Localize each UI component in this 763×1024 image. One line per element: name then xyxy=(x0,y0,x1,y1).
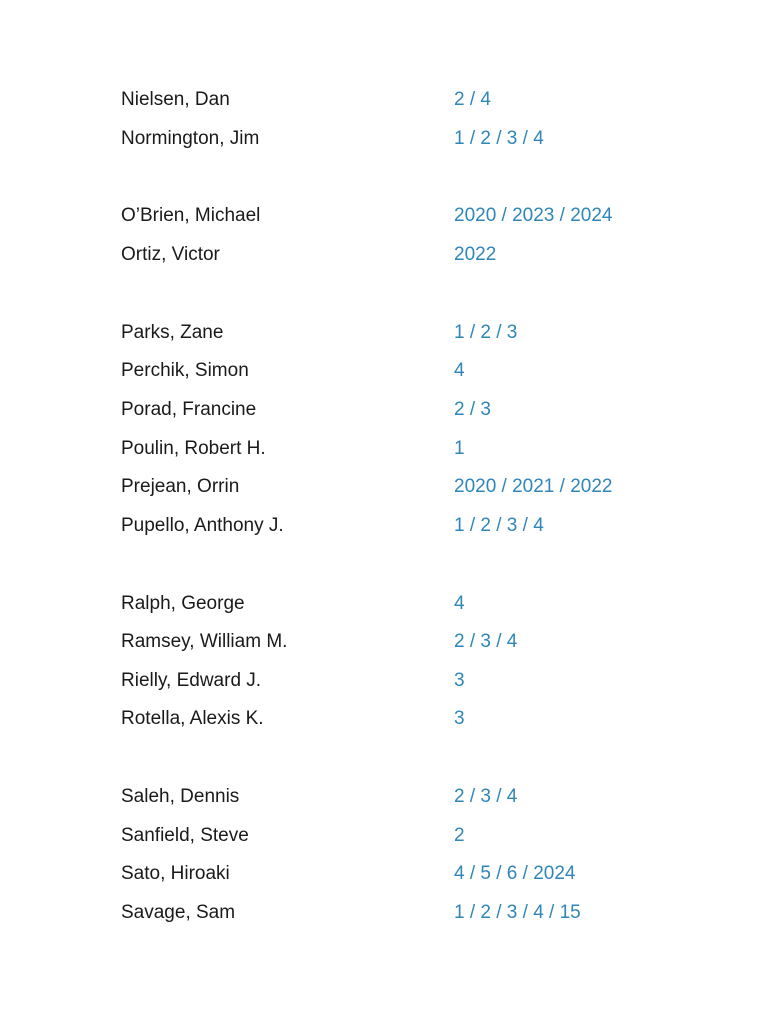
list-item xyxy=(0,241,763,269)
entry-name: Parks, Zane xyxy=(121,322,224,343)
entry-name: Ramsey, William M. xyxy=(121,631,288,652)
list-item xyxy=(0,435,763,463)
entry-value: 4 xyxy=(454,360,465,381)
list-item xyxy=(0,86,763,114)
entry-value: 4 xyxy=(454,593,465,614)
entry-name: Perchik, Simon xyxy=(121,360,249,381)
entry-value: 1 / 2 / 3 / 4 / 15 xyxy=(454,902,581,923)
entry-value: 2 / 3 / 4 xyxy=(454,786,518,807)
entry-name: Nielsen, Dan xyxy=(121,89,230,110)
list-item xyxy=(0,125,763,153)
entry-value: 2 xyxy=(454,825,465,846)
list-item xyxy=(0,667,763,695)
list-item xyxy=(0,899,763,927)
entry-value: 2 / 4 xyxy=(454,89,491,110)
entry-value: 1 / 2 / 3 / 4 xyxy=(454,515,544,536)
entry-value: 1 / 2 / 3 / 4 xyxy=(454,128,544,149)
list-item xyxy=(0,473,763,501)
entry-value: 3 xyxy=(454,670,465,691)
entry-value: 1 xyxy=(454,438,465,459)
entry-value: 2020 / 2023 / 2024 xyxy=(454,205,613,226)
list-item xyxy=(0,705,763,733)
entry-value: 2022 xyxy=(454,244,497,265)
entry-name: Ortiz, Victor xyxy=(121,244,220,265)
entry-name: Rotella, Alexis K. xyxy=(121,708,264,729)
entry-name: Prejean, Orrin xyxy=(121,476,240,497)
entry-value: 4 / 5 / 6 / 2024 xyxy=(454,863,576,884)
list-item xyxy=(0,783,763,811)
entry-name: Porad, Francine xyxy=(121,399,257,420)
entry-value: 2020 / 2021 / 2022 xyxy=(454,476,613,497)
list-item xyxy=(0,202,763,230)
list-item xyxy=(0,512,763,540)
entry-name: Ralph, George xyxy=(121,593,245,614)
entry-name: O’Brien, Michael xyxy=(121,205,261,226)
entry-name: Sato, Hiroaki xyxy=(121,863,230,884)
list-item xyxy=(0,822,763,850)
entry-name: Savage, Sam xyxy=(121,902,236,923)
entry-value: 2 / 3 xyxy=(454,399,491,420)
entry-name: Saleh, Dennis xyxy=(121,786,240,807)
list-item xyxy=(0,628,763,656)
list-item xyxy=(0,860,763,888)
entry-value: 2 / 3 / 4 xyxy=(454,631,518,652)
list-item xyxy=(0,590,763,618)
entry-name: Rielly, Edward J. xyxy=(121,670,262,691)
list-item xyxy=(0,357,763,385)
entry-name: Pupello, Anthony J. xyxy=(121,515,284,536)
list-item xyxy=(0,319,763,347)
entry-name: Sanfield, Steve xyxy=(121,825,249,846)
entry-value: 3 xyxy=(454,708,465,729)
entry-value: 1 / 2 / 3 xyxy=(454,322,518,343)
entry-name: Poulin, Robert H. xyxy=(121,438,266,459)
entry-name: Normington, Jim xyxy=(121,128,260,149)
list-item xyxy=(0,396,763,424)
